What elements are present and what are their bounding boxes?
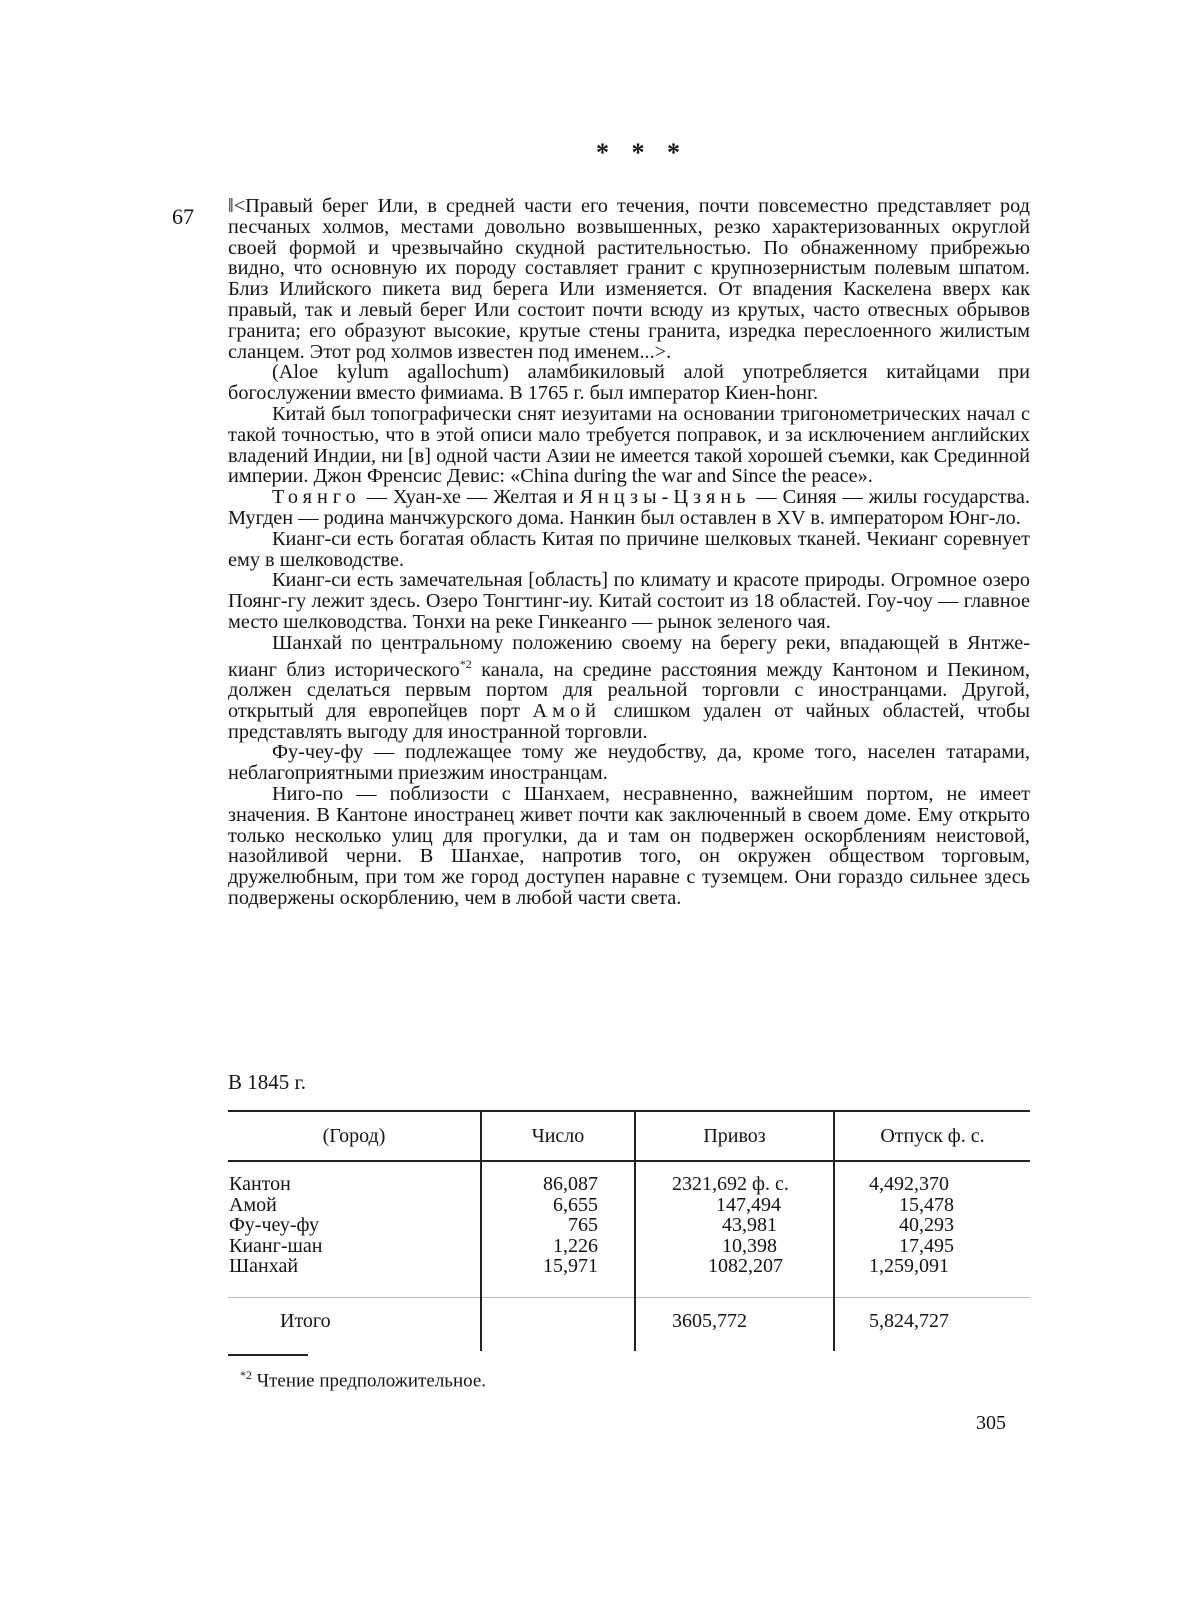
paragraph: Фу-чеу-фу — подлежащее тому же неудобству, да, кроме того, населен татарами, неблагоприятными приезжим иностранцам.: [228, 741, 1030, 785]
table-cell: 86,087: [543, 1173, 598, 1195]
table-cell: Кантон: [229, 1173, 291, 1195]
table-cell: 10,398: [722, 1234, 777, 1257]
paragraph: Кианг-си есть богатая область Китая по причине шелковых тканей. Чекианг соревнует ему в шелководстве.: [228, 527, 1030, 571]
total-export: 5,824,727: [834, 1297, 1030, 1351]
table-cell: 6,655: [553, 1193, 598, 1216]
export-column: [834, 1161, 1030, 1297]
footnote-mark: *2: [240, 1368, 252, 1382]
trade-data-table: [228, 1110, 1030, 1351]
footnote-reference[interactable]: *2: [459, 656, 472, 671]
column-header-count: Число: [481, 1111, 635, 1161]
table-total-row: [228, 1297, 1030, 1351]
total-label: Итого: [280, 1309, 331, 1332]
table-cell: [481, 1297, 635, 1351]
table-cell: 15,971: [543, 1255, 598, 1277]
table-cell: 1,259,091: [869, 1255, 949, 1277]
column-header-city: (Город): [322, 1124, 386, 1147]
table-cell: 765: [568, 1214, 598, 1236]
city-column: [228, 1161, 481, 1297]
table-cell: 1,226: [553, 1234, 598, 1257]
paragraph: Ниго-по — поблизости с Шанхаем, несравненно, важнейшим портом, не имеет значения. В Кантоне иностранец живет почти как заключенный в своем доме. Ему открыто только несколько улиц для прогулки, да и там он подвержен оскорблениям неистовой, назойливой черни. В Шанхае, напротив того, он окружен обществом торговым, дружелюбным, при том же город доступен наравне с туземцем. Они гораздо сильнее здесь подвержены оскорблению, чем в любой части света.: [228, 783, 1030, 910]
table-cell: 147,494: [716, 1193, 781, 1216]
paragraph-text: — Хуан-хе — Желтая и: [360, 486, 580, 509]
page-number: 305: [976, 1412, 1006, 1434]
table-body: [228, 1161, 1030, 1297]
footnote-text: Чтение предположительное.: [252, 1370, 487, 1392]
paragraph-text: канала, на средине расстояния между Кантоном и Пекином, должен сделаться первым портом для реальной торговли с иностранцами. Другой, открытый для европейцев порт: [228, 658, 1030, 722]
table-cell: Шанхай: [229, 1255, 299, 1277]
table-cell: 2321,692 ф. с.: [672, 1173, 789, 1195]
table-heading: В 1845 г.: [228, 1070, 307, 1094]
paragraph-text: Шанхай по центральному положению своему на берегу реки, впадающей в Янтже-кианг близ исторического: [228, 631, 1030, 681]
count-column: [481, 1161, 635, 1297]
paragraph: (Aloe kylum agallochum) аламбикиловый алой употребляется китайцами при богослужении вместо фимиама. В 1765 г. был император Киен-hонг.: [228, 361, 1030, 405]
column-header-import: Привоз: [635, 1111, 834, 1161]
river-name: Янцзы-Цзянь: [579, 486, 751, 509]
body-text: [228, 196, 1030, 909]
table-cell: 1082,207: [708, 1255, 783, 1277]
paragraph-rivers: [228, 487, 1030, 529]
paragraph-shanghai: [228, 633, 1030, 743]
river-name: Тоянго: [272, 486, 361, 509]
table-cell: 4,492,370: [869, 1173, 949, 1195]
table-cell: Амой: [229, 1193, 277, 1216]
table-cell: 17,495: [899, 1234, 954, 1257]
trade-table: [228, 1110, 1030, 1351]
footnote-divider: [228, 1354, 308, 1356]
port-name: Амой: [532, 699, 602, 722]
table-cell: Кианг-шан: [229, 1234, 323, 1257]
margin-page-number: 67: [172, 204, 194, 229]
paragraph-text: — Синяя — жилы государства. Мугден — родина манчжурского дома. Нанкин был оставлен в XV в. императором Юнг-ло.: [228, 486, 1030, 529]
table-cell: 40,293: [899, 1214, 954, 1236]
table-cell: 43,981: [722, 1214, 777, 1236]
import-column: [635, 1161, 834, 1297]
paragraph: Кианг-си есть замечательная [область] по климату и красоте природы. Огромное озеро Поянг-гу лежит здесь. Озеро Тонгтинг-иу. Китай состоит из 18 областей. Гоу-чоу — главное место шелководства. Тонхи на реке Гинкеанго — рынок зеленого чая.: [228, 569, 1030, 633]
total-import: 3605,772: [635, 1297, 834, 1351]
paragraph-text: слишком удален от чайных областей, чтобы представлять выгоду для иностранной торговли.: [228, 699, 1030, 743]
paragraph: ‖<Правый берег Или, в средней части его течения, почти повсеместно представляет род песчаных холмов, местами довольно возвышенных, резко характеризованных округлой своей формой и чрезвычайно скудной растительностью. По обнаженному прибрежью видно, что основную их породу составляет гранит с крупнозернистым полевым шпатом. Близ Илийского пикета вид берега Или изменяется. От впадения Каскелена вверх как правый, так и левый берег Или состоит почти всюду из крутых, часто отвесных обрывов гранита; его образуют высокие, крутые стены гранита, изредка переслоенного жилистым сланцем. Этот род холмов известен под именем...>.: [228, 195, 1030, 363]
table-cell: Фу-чеу-фу: [229, 1214, 320, 1236]
paragraph: Китай был топографически снят иезуитами на основании тригонометрических начал с такой точностью, что в этой описи мало требуется поправок, и за исключением английских владений Индии, ни [в] одной части Азии не имеется такой хорошей съемки, как Срединной империи. Джон Френсис Девис: «China during the war and Since the peace».: [228, 402, 1030, 488]
column-header-export: Отпуск ф. с.: [834, 1111, 1030, 1161]
table-header-row: [228, 1111, 1030, 1161]
table-cell: 15,478: [899, 1193, 954, 1216]
section-separator: * * *: [596, 138, 688, 167]
footnote: [240, 1368, 486, 1392]
